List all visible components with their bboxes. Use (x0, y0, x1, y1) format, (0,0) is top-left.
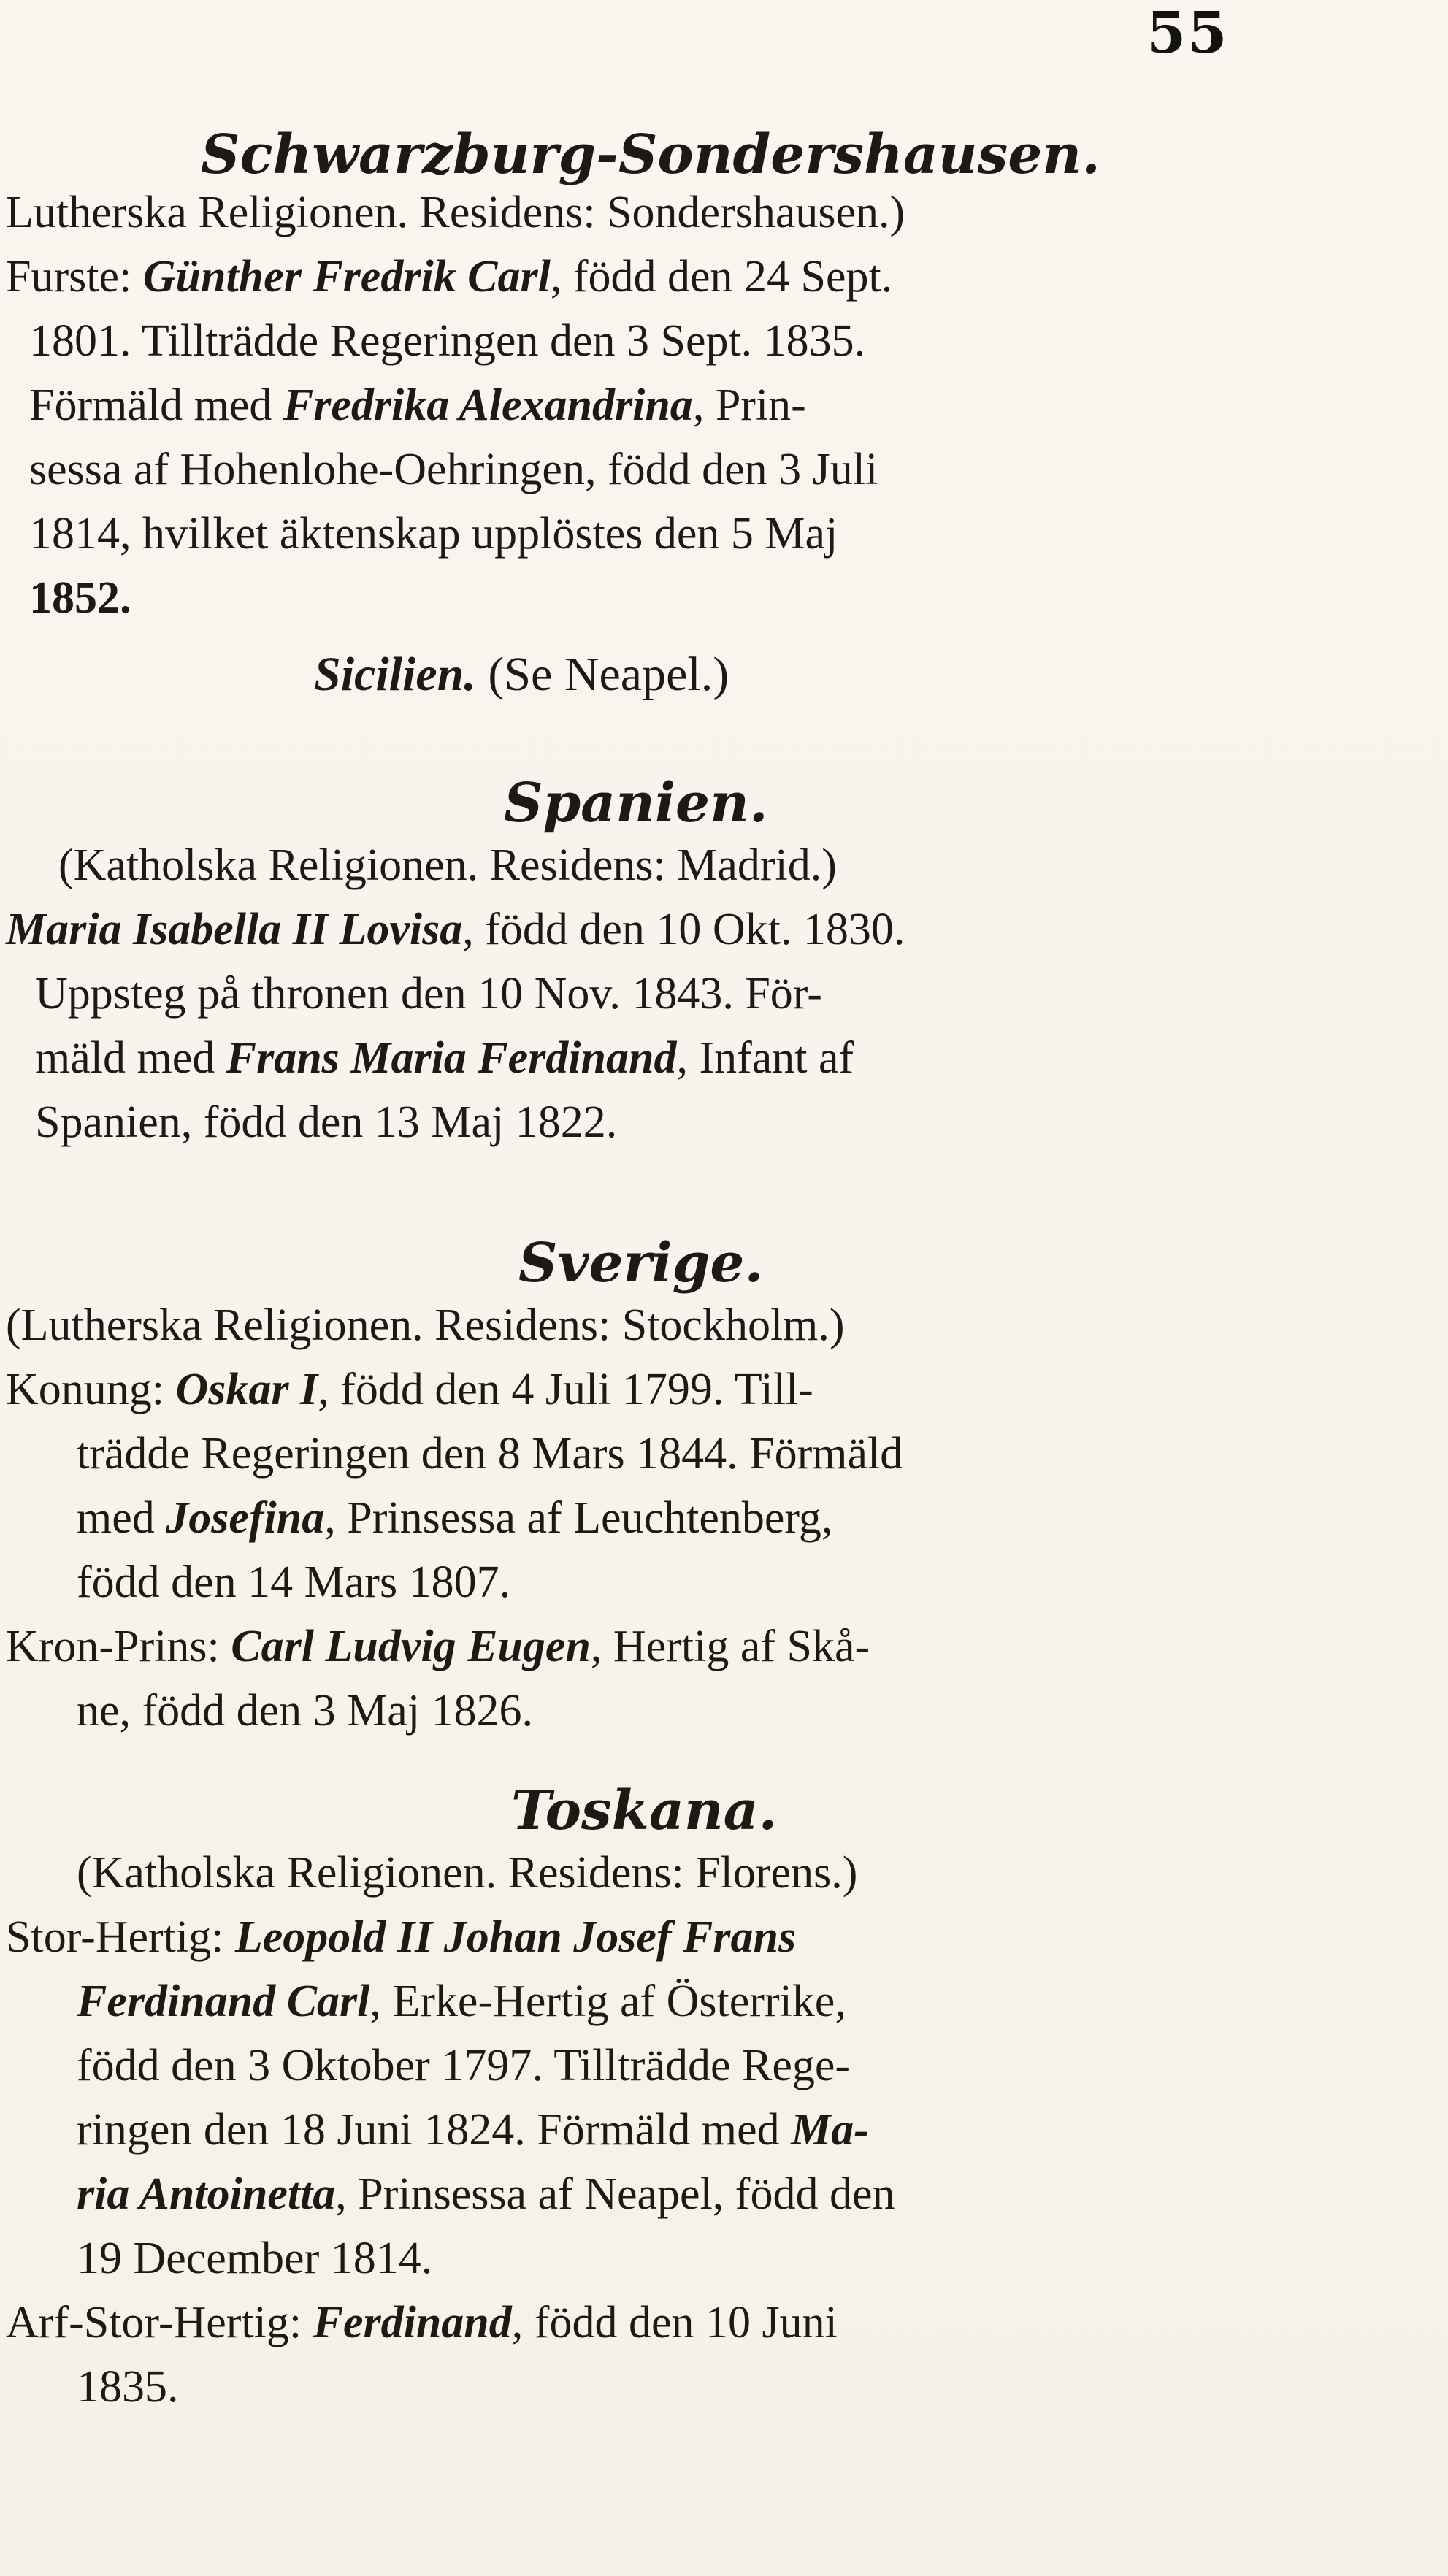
text-fragment: , Prin- (692, 380, 806, 431)
text-line: 1814, hvilket äktenskap upplöstes den 5 Maj (29, 509, 838, 559)
text-line: Lutherska Religionen. Residens: Sondershausen.) (6, 188, 905, 238)
text-fragment: Förmäld med (29, 380, 272, 431)
text-fragment: , född den 24 Sept. (550, 252, 893, 302)
spouse-name-cont: ria Antoinetta (77, 2169, 336, 2220)
text-fragment: ringen den 18 Juni 1824. Förmäld med (77, 2105, 780, 2155)
text-line (6, 897, 1448, 962)
ruler-name: Oskar I (175, 1365, 318, 1415)
spouse-name: Fredrika Alexandrina (283, 380, 693, 431)
text-line (6, 245, 1448, 309)
section-toskana (0, 1779, 1448, 2419)
text-line: Uppsteg på thronen den 10 Nov. 1843. För- (35, 969, 822, 1019)
spouse-name: Josefina (166, 1493, 325, 1544)
section-heading: Toskana. (511, 1779, 778, 1842)
page-number: 55 (1146, 0, 1229, 66)
heir-name: Ferdinand (313, 2298, 512, 2348)
text-fragment: med (77, 1493, 155, 1544)
spouse-name: Ma- (791, 2105, 869, 2155)
title-label: Kron-Prins: (6, 1622, 220, 1672)
cross-reference: (Se Neapel.) (488, 648, 729, 701)
text-line (0, 1486, 1448, 1550)
spouse-name: Frans Maria Ferdinand (226, 1033, 677, 1084)
text-line: (Lutherska Religionen. Residens: Stockholm.) (6, 1300, 845, 1351)
section-sicilien (0, 643, 1448, 707)
section-heading: Sverige. (518, 1232, 764, 1295)
title-label: Furste: (6, 252, 132, 302)
text-fragment: mäld med (35, 1033, 215, 1084)
text-line: 1852. (29, 573, 131, 624)
text-line: 19 December 1814. (77, 2234, 433, 2284)
section-heading: Schwarzburg-Sondershausen. (201, 123, 1100, 186)
text-line: Spanien, född den 13 Maj 1822. (35, 1097, 618, 1148)
text-fragment: , född den 4 Juli 1799. Till- (318, 1365, 813, 1415)
text-line (0, 1969, 1448, 2033)
section-sverige (0, 1234, 1448, 1743)
text-line (314, 643, 1448, 707)
text-line (6, 1357, 1448, 1422)
text-line (35, 1026, 1448, 1090)
ruler-name: Maria Isabella II Lovisa (6, 905, 463, 955)
text-line: 1835. (77, 2362, 179, 2412)
text-fragment: , Prinsessa af Neapel, född den (335, 2169, 895, 2220)
heir-name: Carl Ludvig Eugen (231, 1622, 591, 1672)
text-line (0, 2162, 1448, 2226)
text-line (0, 2098, 1448, 2162)
text-line (29, 373, 1448, 437)
text-line (6, 2291, 1448, 2355)
section-schwarzburg (0, 123, 1448, 630)
text-line: (Katholska Religionen. Residens: Madrid.) (58, 840, 837, 891)
text-line: trädde Regeringen den 8 Mars 1844. Förmäld (77, 1429, 903, 1479)
section-heading: Sicilien. (314, 648, 476, 701)
text-line: ne, född den 3 Maj 1826. (77, 1686, 534, 1736)
title-label: Arf-Stor-Hertig: (6, 2298, 302, 2348)
section-spanien (0, 774, 1448, 1154)
text-line: sessa af Hohenlohe-Oehringen, född den 3 Juli (29, 445, 878, 495)
text-line: (Katholska Religionen. Residens: Florens.) (77, 1848, 858, 1898)
text-line: 1801. Tillträdde Regeringen den 3 Sept. 1835. (29, 316, 866, 367)
text-fragment: , Prinsessa af Leuchtenberg, (324, 1493, 833, 1544)
text-line: född den 3 Oktober 1797. Tillträdde Rege- (77, 2041, 851, 2091)
text-line (6, 1614, 1448, 1679)
text-fragment: , född den 10 Juni (511, 2298, 838, 2348)
text-fragment: , Hertig af Skå- (590, 1622, 870, 1672)
title-label: Stor-Hertig: (6, 1912, 224, 1963)
ruler-name: Leopold II Johan Josef Frans (234, 1912, 797, 1963)
ruler-name: Günther Fredrik Carl (142, 252, 551, 302)
text-line (6, 1905, 1448, 1969)
text-fragment: , Infant af (676, 1033, 854, 1084)
title-label: Konung: (6, 1365, 164, 1415)
text-line: född den 14 Mars 1807. (77, 1557, 511, 1608)
section-heading: Spanien. (504, 772, 768, 835)
text-fragment: , född den 10 Okt. 1830. (462, 905, 905, 955)
text-fragment: , Erke-Hertig af Österrike, (369, 1977, 846, 2027)
ruler-name-cont: Ferdinand Carl (77, 1977, 370, 2027)
